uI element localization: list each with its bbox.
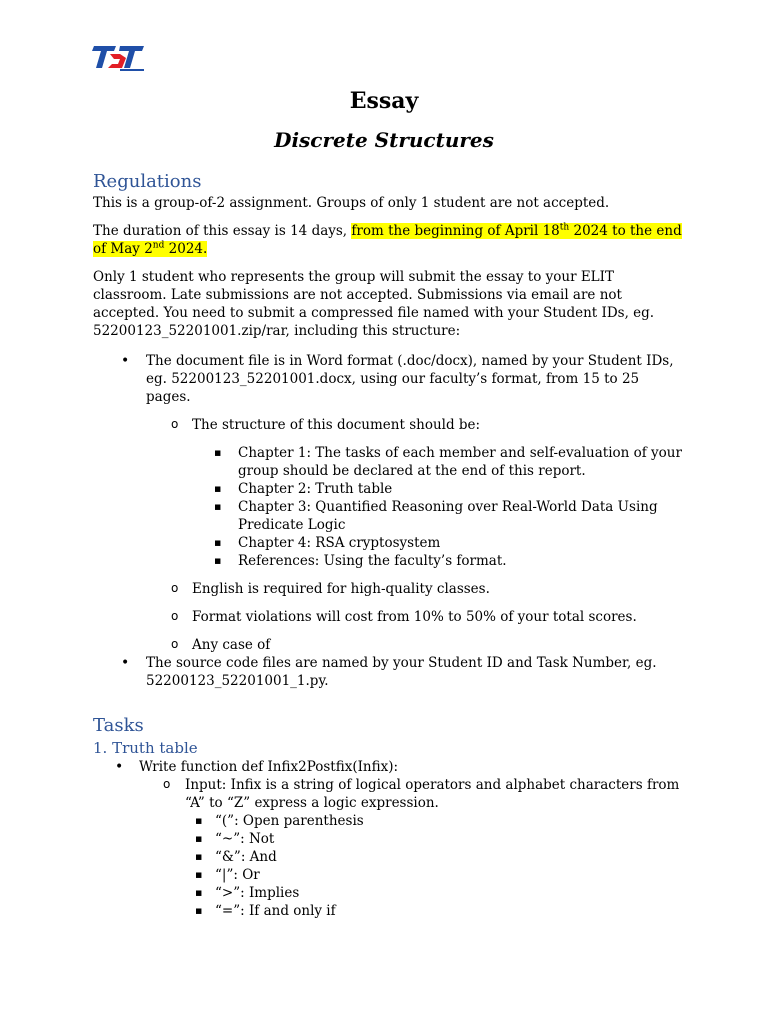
submission-list xyxy=(93,352,683,690)
list-item-document-file: • The document file is in Word format (.doc/docx), named by your Student IDs, eg. 52200123_52201001.docx, using our faculty’s format, from 15 to 25 pages. o The structure of this document should be: ▪ Chapter 1: The tasks of each member and self-evaluation of your group should be declared at the end of this report. ▪ Chapter 2: Truth table ▪ Chapter 3: Quantified Reasoning over Real-World Data Using Predicate Logic ▪ Chapter 4: RSA cryptosystem ▪ References: Using the faculty’s format. o English is required for high-quality classes. o Format violations will cost from 10% to 50% of your total scores. o Any case of xyxy=(93,352,683,654)
university-logo xyxy=(90,40,146,74)
regulations-paragraph-3: Only 1 student who represents the group will submit the essay to your ELIT classroom. Late submissions are not accepted. Submissions via email are not accepted. You need to submit a compressed file named with your Student IDs, eg. 52200123_52201001.zip/rar, including this structure: xyxy=(93,269,655,339)
document-body xyxy=(93,170,683,920)
operator-item: ▪ “~”: Not xyxy=(185,830,683,848)
document-title: Essay xyxy=(349,88,419,114)
document-subtitle: Discrete Structures xyxy=(274,128,494,152)
chapter-list xyxy=(192,444,683,570)
list-item-structure: o The structure of this document should be: ▪ Chapter 1: The tasks of each member and self-evaluation of your group should be declared at the end of this report. ▪ Chapter 2: Truth table ▪ Chapter 3: Quantified Reasoning over Real-World Data Using Predicate Logic ▪ Chapter 4: RSA cryptosystem ▪ References: Using the faculty’s format. xyxy=(146,416,683,570)
operator-item: ▪ “|”: Or xyxy=(185,866,683,884)
list-item-input: o Input: Infix is a string of logical operators and alphabet characters from “A” to “Z” express a logic expression. ▪ “(”: Open parenthesis ▪ “~”: Not ▪ “&”: And ▪ “|”: Or ▪ “>”: Implies ▪ “=”: If and only if xyxy=(139,776,683,920)
chapter-item: ▪ Chapter 1: The tasks of each member and self-evaluation of your group should be declared at the end of this report. xyxy=(192,444,683,480)
regulations-paragraph-2: The duration of this essay is 14 days, from the beginning of April 18th 2024 to the end of May 2nd 2024. xyxy=(93,222,682,257)
operator-item: ▪ “(”: Open parenthesis xyxy=(185,812,683,830)
regulations-paragraph-1: This is a group-of-2 assignment. Groups of only 1 student are not accepted. xyxy=(93,195,610,211)
chapter-item: ▪ Chapter 2: Truth table xyxy=(192,480,683,498)
tasks-heading: Tasks xyxy=(93,715,144,736)
operator-item: ▪ “>”: Implies xyxy=(185,884,683,902)
operator-item: ▪ “&”: And xyxy=(185,848,683,866)
regulations-heading: Regulations xyxy=(93,171,202,192)
list-item-anycase: o Any case of xyxy=(146,636,683,654)
chapter-item: ▪ Chapter 3: Quantified Reasoning over Real-World Data Using Predicate Logic xyxy=(192,498,683,534)
list-item-function: • Write function def Infix2Postfix(Infix): o Input: Infix is a string of logical operators and alphabet characters from “A” to “Z” express a logic expression. ▪ “(”: Open parenthesis ▪ “~”: Not ▪ “&”: And ▪ “|”: Or ▪ “>”: Implies ▪ “=”: If and only if xyxy=(93,758,683,920)
chapter-item: ▪ References: Using the faculty’s format. xyxy=(192,552,683,570)
list-item-english: o English is required for high-quality classes. xyxy=(146,580,683,598)
list-item-source-code: • The source code files are named by your Student ID and Task Number, eg. 52200123_52201001_1.py. xyxy=(93,654,683,690)
deadline-highlight: from the beginning of April 18th 2024 to the end of May 2nd 2024. xyxy=(93,222,682,257)
list-item-format: o Format violations will cost from 10% to 50% of your total scores. xyxy=(146,608,683,626)
chapter-item: ▪ Chapter 4: RSA cryptosystem xyxy=(192,534,683,552)
task1-heading: 1. Truth table xyxy=(93,739,198,757)
operator-item: ▪ “=”: If and only if xyxy=(185,902,683,920)
operator-list xyxy=(185,812,683,920)
